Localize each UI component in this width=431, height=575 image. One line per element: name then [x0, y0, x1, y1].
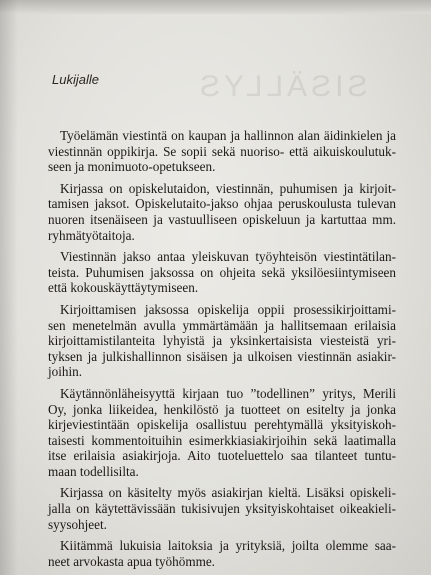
text-line: jalla on käytettävissään tukisivujen yksityiskohtaiset oikeakieli-	[48, 501, 396, 517]
text-line: Viestinnän jakso antaa yleiskuvan työyhteisön viestintätilan-	[60, 249, 396, 265]
text-line: että kokouskäyttäytymiseen.	[48, 280, 199, 296]
text-line: seen ja monimuoto-opetukseen.	[48, 159, 216, 175]
page-heading: Lukijalle	[52, 72, 99, 87]
text-line: taisesti kommentoituihin esimerkkiasiakirjoihin sekä laatimalla	[48, 432, 396, 448]
text-line: tyksen ja julkishallinnon sisäisen ja ulkoisen viestinnän asiakir-	[48, 348, 396, 364]
text-line: sen menetelmän avulla ymmärtämään ja hallitsemaan erilaisia	[48, 317, 396, 333]
text-line: neet arvokasta apua työhömme.	[48, 553, 215, 569]
body-text	[48, 128, 396, 575]
text-line: ryhmätyötaitoja.	[48, 227, 135, 243]
page-top-edge	[0, 0, 431, 14]
paragraph	[48, 249, 396, 296]
text-line: tamisen jaksot. Opiskelutaito-jakso ohjaa peruskoulusta tulevan	[48, 196, 396, 212]
text-line: Työelämän viestintä on kaupan ja hallinnon alan äidinkielen ja	[60, 128, 396, 143]
paragraph	[48, 181, 396, 243]
text-line: viestinnän oppikirja. Se sopii sekä nuoriso- että aikuiskoulutuk-	[48, 143, 396, 159]
text-line: Kiitämmä lukuisia laitoksia ja yrityksiä, joilta olemme saa-	[60, 538, 396, 554]
paragraph	[48, 386, 396, 480]
paragraph	[48, 302, 396, 380]
text-line: kirjoittamistilanteita lyhyistä ja yksinkertaisista viesteistä yri-	[48, 333, 396, 349]
text-line: Kirjoittamisen jaksossa opiskelija oppii prosessikirjoittami-	[60, 301, 396, 317]
binding-shadow	[0, 0, 18, 575]
text-line: kirjeviestintään opiskelija osallistuu perehtymällä yksityiskoh-	[48, 417, 396, 433]
text-line: itse erilaisia asiakirjoja. Aito tuoteluettelo saa tilanteet tuntu-	[48, 448, 396, 464]
text-line: Kirjassa on opiskelutaidon, viestinnän, puhumisen ja kirjoit-	[60, 180, 396, 196]
text-line: maan todellisilta.	[48, 463, 139, 479]
text-line: joihin.	[48, 364, 83, 380]
paragraph	[48, 538, 396, 569]
show-through-text: SISÄLLYS	[196, 70, 368, 103]
text-line: Kirjassa on käsitelty myös asiakirjan kieltä. Lisäksi opiskeli-	[60, 485, 396, 501]
text-line: Oy, jonka liikeidea, henkilöstö ja tuotteet on esitelty ja jonka	[48, 401, 396, 417]
paragraph	[48, 485, 396, 532]
text-line: Käytännönläheisyyttä kirjaan tuo ”todellinen” yritys, Merili	[60, 385, 396, 401]
text-line: teista. Puhumisen jaksossa on ohjeita sekä yksilöesiintymiseen	[48, 264, 396, 280]
text-line: syysohjeet.	[48, 516, 107, 532]
text-line: nuoren itsenäiseen ja vastuulliseen opiskeluun ja kartuttaa mm.	[48, 211, 396, 227]
paragraph	[48, 128, 396, 175]
